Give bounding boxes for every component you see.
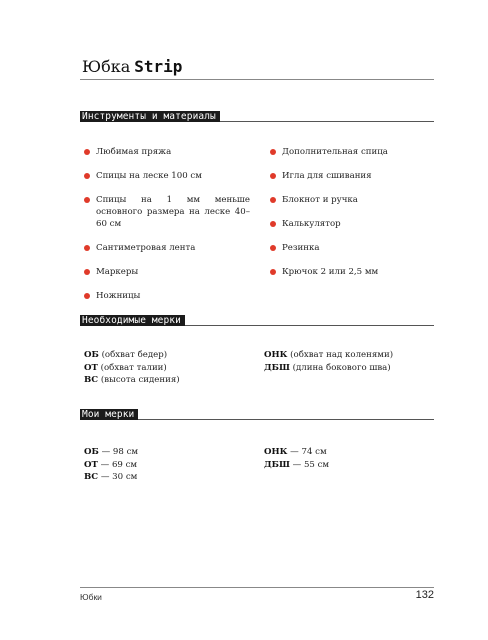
bullet-icon — [270, 245, 276, 251]
list-item: ДБШ (длина бокового шва) — [264, 362, 391, 373]
page-title — [82, 57, 182, 76]
measures-heading: Необходимые мерки — [80, 315, 185, 326]
materials-heading: Инструменты и материалы — [80, 111, 220, 122]
list-item: Спицы на леске 100 см — [84, 170, 250, 182]
bullet-icon — [84, 245, 90, 251]
list-item: Дополнительная спица — [270, 146, 434, 158]
list-item: Маркеры — [84, 266, 250, 278]
bullet-icon — [84, 197, 90, 203]
page-number: 132 — [415, 589, 434, 601]
list-item: ОТ — 69 см — [84, 459, 138, 470]
list-item: Игла для сшивания — [270, 170, 434, 182]
measures-list-left — [84, 349, 180, 387]
list-item: Спицы на 1 мм меньше основного размера на леске 40–60 см — [84, 194, 250, 230]
my-measures-list-right — [264, 446, 329, 471]
list-item: Блокнот и ручка — [270, 194, 434, 206]
bullet-icon — [84, 293, 90, 299]
list-item: ОБ — 98 см — [84, 447, 139, 457]
footer-section-name: Юбки — [80, 592, 102, 602]
bullet-icon — [84, 173, 90, 179]
list-item: Любимая пряжа — [84, 146, 250, 158]
bullet-icon — [270, 269, 276, 275]
bullet-icon — [84, 149, 90, 155]
bullet-icon — [84, 269, 90, 275]
list-item: Резинка — [270, 242, 434, 254]
materials-list-right — [270, 146, 434, 278]
list-item: Ножницы — [84, 290, 250, 302]
list-item: ВС — 30 см — [84, 472, 138, 482]
bullet-icon — [270, 197, 276, 203]
materials-list-left — [84, 146, 250, 302]
bullet-icon — [270, 149, 276, 155]
title-regular: Юбка — [82, 57, 131, 76]
my-measures-list-left — [84, 446, 138, 484]
list-item: Сантиметровая лента — [84, 242, 250, 254]
bullet-icon — [270, 221, 276, 227]
list-item: Калькулятор — [270, 218, 434, 230]
title-bold: Strip — [134, 57, 183, 76]
list-item: ВС (высота сидения) — [84, 375, 180, 385]
list-item: Крючок 2 или 2,5 мм — [270, 266, 434, 278]
measures-list-right — [264, 349, 393, 374]
list-item: ОБ (обхват бедер) — [84, 350, 168, 360]
list-item: ОТ (обхват талии) — [84, 362, 167, 373]
my-measures-heading: Мои мерки — [80, 409, 138, 420]
list-item: ОНК — 74 см — [264, 447, 327, 457]
list-item: ОНК (обхват над коленями) — [264, 350, 394, 360]
footer-divider — [80, 587, 434, 588]
title-divider — [80, 79, 434, 80]
bullet-icon — [270, 173, 276, 179]
list-item: ДБШ — 55 см — [264, 459, 330, 470]
